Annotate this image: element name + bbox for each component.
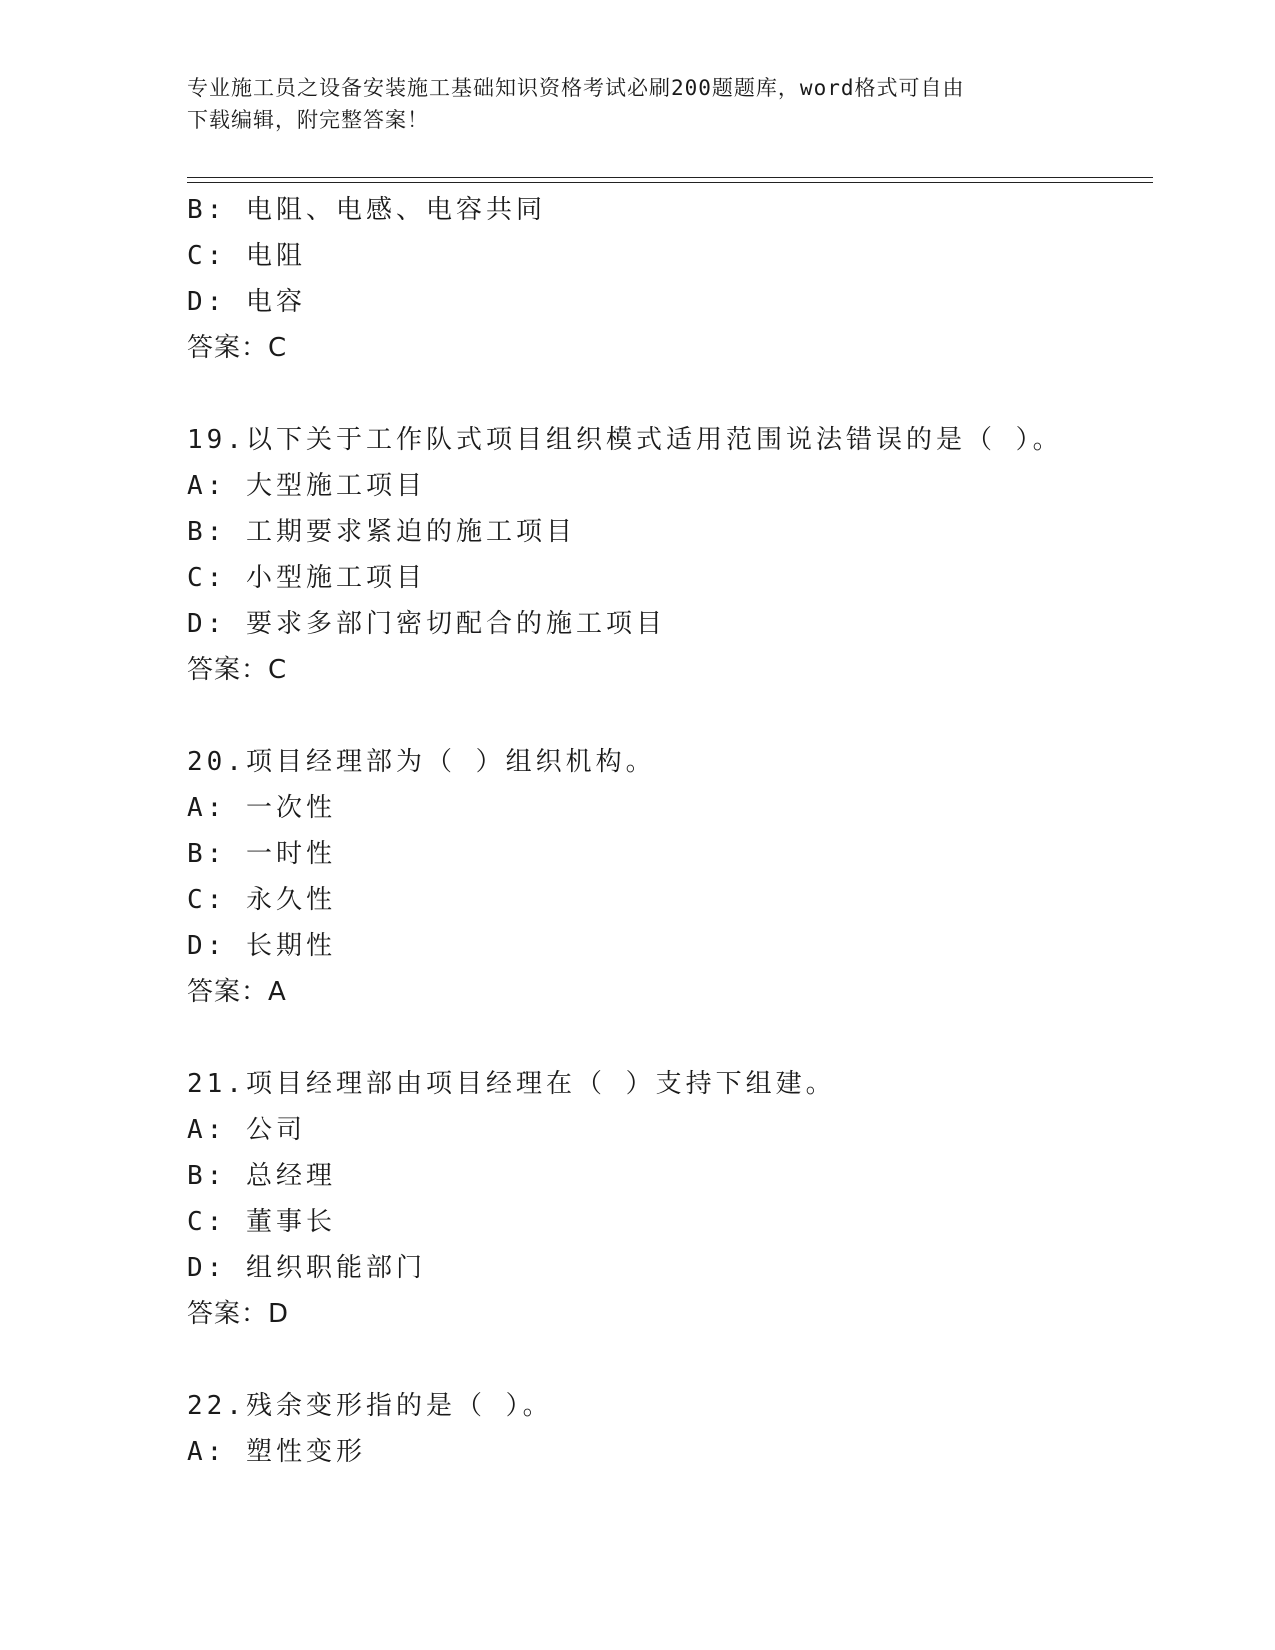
answer: 答案：A bbox=[187, 977, 287, 1007]
option-d: D: 电容 bbox=[187, 287, 306, 317]
option-a: A: 大型施工项目 bbox=[187, 471, 426, 501]
option-a: A: 塑性变形 bbox=[187, 1437, 366, 1467]
option-c: C: 小型施工项目 bbox=[187, 563, 426, 593]
header-rule-bottom bbox=[187, 182, 1153, 183]
option-a: A: 公司 bbox=[187, 1115, 306, 1145]
header-line-1: 专业施工员之设备安装施工基础知识资格考试必刷200题题库，word格式可自由 bbox=[187, 76, 965, 100]
option-d: D: 要求多部门密切配合的施工项目 bbox=[187, 609, 666, 639]
spacer bbox=[187, 693, 1153, 739]
question-22 bbox=[187, 1383, 1153, 1475]
option-c: C: 电阻 bbox=[187, 241, 306, 271]
question-stem: 22.残余变形指的是（ ）。 bbox=[187, 1391, 553, 1421]
page-header bbox=[187, 72, 1067, 136]
answer: 答案：C bbox=[187, 655, 288, 685]
option-d: D: 组织职能部门 bbox=[187, 1253, 426, 1283]
question-list bbox=[187, 187, 1153, 1475]
answer: 答案：C bbox=[187, 333, 288, 363]
option-b: B: 电阻、电感、电容共同 bbox=[187, 195, 546, 225]
header-rule-top bbox=[187, 177, 1153, 178]
option-a: A: 一次性 bbox=[187, 793, 336, 823]
question-21 bbox=[187, 1061, 1153, 1337]
option-b: B: 总经理 bbox=[187, 1161, 336, 1191]
option-c: C: 永久性 bbox=[187, 885, 336, 915]
header-line-2: 下载编辑，附完整答案！ bbox=[187, 108, 429, 132]
question-stem: 21.项目经理部由项目经理在（ ）支持下组建。 bbox=[187, 1069, 836, 1099]
option-b: B: 工期要求紧迫的施工项目 bbox=[187, 517, 576, 547]
spacer bbox=[187, 1015, 1153, 1061]
spacer bbox=[187, 371, 1153, 417]
answer: 答案：D bbox=[187, 1299, 290, 1329]
question-stem: 19.以下关于工作队式项目组织模式适用范围说法错误的是（ ）。 bbox=[187, 425, 1063, 455]
option-c: C: 董事长 bbox=[187, 1207, 336, 1237]
question-18-continued bbox=[187, 187, 1153, 371]
question-stem: 20.项目经理部为（ ）组织机构。 bbox=[187, 747, 656, 777]
spacer bbox=[187, 1337, 1153, 1383]
question-20 bbox=[187, 739, 1153, 1015]
question-19 bbox=[187, 417, 1153, 693]
option-b: B: 一时性 bbox=[187, 839, 336, 869]
option-d: D: 长期性 bbox=[187, 931, 336, 961]
